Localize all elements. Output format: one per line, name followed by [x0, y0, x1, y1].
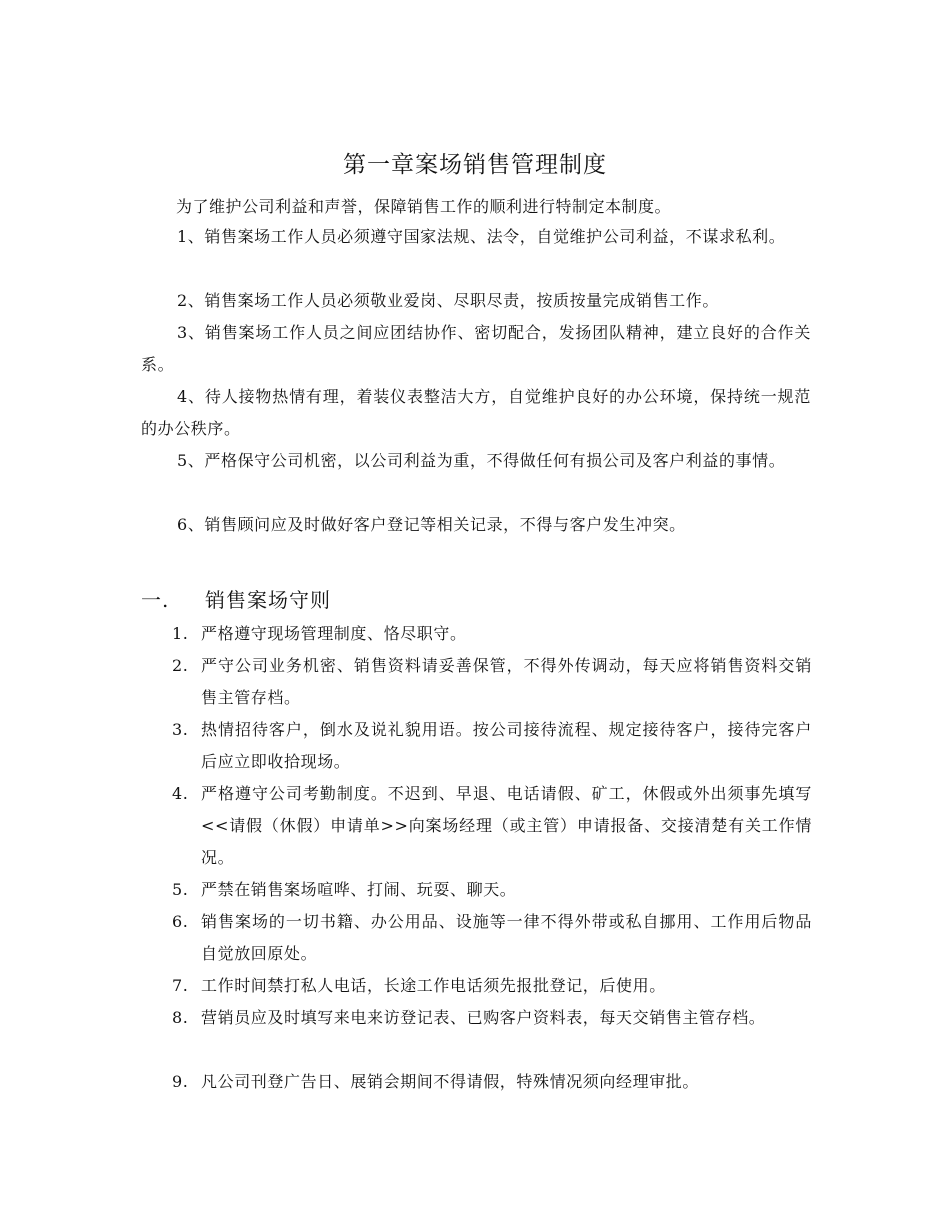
rule-item-7: [172, 970, 812, 1002]
rule-text: 热情招待客户，倒水及说礼貌用语。按公司接待流程、规定接待客户，接待完客户后应立即收拾现场。: [201, 720, 812, 771]
rule-number: 2.: [172, 656, 189, 675]
paragraph-3: 3、销售案场工作人员之间应团结协作、密切配合，发扬团队精神，建立良好的合作关系。: [141, 323, 811, 374]
rule-text: 严格遵守现场管理制度、恪尽职守。: [201, 624, 467, 643]
rule-item-5: [172, 874, 812, 906]
paragraph-2: 2、销售案场工作人员必须敬业爱岗、尽职尽责，按质按量完成销售工作。: [177, 291, 719, 310]
rule-item-6: [172, 906, 812, 970]
rule-item-8: [172, 1002, 812, 1034]
rule-text: 严守公司业务机密、销售资料请妥善保管，不得外传调动，每天应将销售资料交销售主管存档。: [201, 656, 812, 707]
paragraph-4: 4、待人接物热情有理，着装仪表整洁大方，自觉维护良好的办公环境，保持统一规范的办公秩序。: [141, 387, 811, 438]
rule-text: 严格遵守公司考勤制度。不迟到、早退、电话请假、矿工，休假或外出须事先填写<<请假（休假）申请单>>向案场经理（或主管）申请报备、交接清楚有关工作情况。: [201, 784, 812, 867]
rule-number: 8.: [172, 1008, 189, 1027]
rule-number: 4.: [172, 784, 189, 803]
rule-item-9: [172, 1066, 812, 1098]
rule-number: 7.: [172, 976, 189, 995]
rule-text: 工作时间禁打私人电话，长途工作电话须先报批登记，后使用。: [201, 976, 666, 995]
rule-number: 6.: [172, 912, 189, 931]
rule-item-3: [172, 714, 812, 778]
rule-text: 营销员应及时填写来电来访登记表、已购客户资料表，每天交销售主管存档。: [201, 1008, 766, 1027]
rule-number: 1.: [172, 624, 189, 643]
rule-item-2: [172, 650, 812, 714]
rule-text: 销售案场的一切书籍、办公用品、设施等一律不得外带或私自挪用、工作用后物品自觉放回原处。: [201, 912, 812, 963]
rule-item-1: [172, 618, 812, 650]
section-title: 销售案场守则: [205, 588, 331, 612]
paragraph-1: 1、销售案场工作人员必须遵守国家法规、法令，自觉维护公司利益，不谋求私利。: [177, 227, 786, 246]
paragraph-6: 6、销售顾问应及时做好客户登记等相关记录，不得与客户发生冲突。: [177, 515, 686, 534]
section-heading: [141, 584, 541, 616]
rule-number: 3.: [172, 720, 189, 739]
rule-number: 9.: [172, 1072, 189, 1091]
intro-paragraph: 为了维护公司利益和声誉，保障销售工作的顺利进行特制定本制度。: [176, 197, 672, 216]
section-number: 一.: [141, 588, 170, 612]
chapter-title: 第一章案场销售管理制度: [343, 152, 607, 178]
paragraph-5: 5、严格保守公司机密，以公司利益为重，不得做任何有损公司及客户利益的事情。: [177, 451, 786, 470]
rule-number: 5.: [172, 880, 189, 899]
rule-item-4: [172, 778, 812, 874]
rule-text: 凡公司刊登广告日、展销会期间不得请假，特殊情况须向经理审批。: [201, 1072, 700, 1091]
rule-text: 严禁在销售案场喧哗、打闹、玩耍、聊天。: [201, 880, 517, 899]
